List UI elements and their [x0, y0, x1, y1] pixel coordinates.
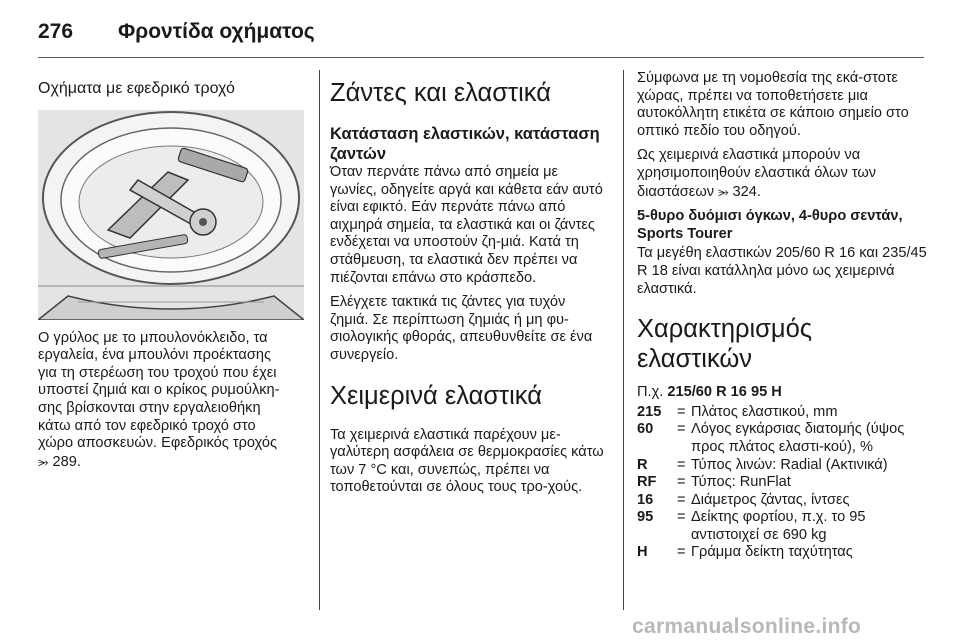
- page-reference: 324.: [732, 183, 761, 200]
- header-divider: [38, 57, 924, 58]
- table-code: 95: [637, 509, 654, 526]
- watermark-text: carmanualsonline.info: [632, 615, 862, 638]
- paragraph: Σύμφωνα με τη νομοθεσία της εκά-στοτε χώρας, πρέπει να τοποθετήσετε μια αυτοκόλλητη ετικέτα σε κάποιο σημείο στο οπτικό πεδίο του οδηγού.: [637, 70, 909, 139]
- paragraph-text: Ως χειμερινά ελαστικά μπορούν να χρησιμοποιηθούν ελαστικά όλων των διαστάσεων: [637, 147, 877, 200]
- table-equals: =: [677, 544, 686, 561]
- example-code: 215/60 R 16 95 H: [667, 384, 782, 401]
- subheading-body-types: 5-θυρο δυόμισι όγκων, 4-θυρο σεντάν, Sports Tourer: [637, 208, 903, 242]
- column-divider: [623, 70, 624, 610]
- column-divider: [319, 70, 320, 610]
- table-code: R: [637, 456, 648, 473]
- paragraph: Τα χειμερινά ελαστικά παρέχουν με-γαλύτερη ασφάλεια σε θερμοκρασίες κάτω των 7 °C και, συνεπώς, πρέπει να τοποθετούνται σε όλους τους τρο-χούς.: [330, 426, 604, 496]
- column-1: [38, 70, 304, 471]
- paragraph: Τα μεγέθη ελαστικών 205/60 R 16 και 235/45 R 18 είναι κατάλληλα μόνο ως χειμερινά ελαστικά.: [637, 245, 927, 297]
- figure-caption: [38, 330, 304, 472]
- table-description: Διάμετρος ζάντας, ίντσες: [691, 491, 850, 508]
- table-equals: =: [677, 421, 686, 438]
- spare-wheel-illustration: [38, 110, 304, 320]
- table-equals: =: [677, 474, 686, 491]
- table-description: Λόγος εγκάρσιας διατομής (ύψος προς πλάτος ελαστι-κού), %: [691, 421, 905, 455]
- page-reference: 289.: [52, 453, 81, 470]
- table-code: 215: [637, 403, 662, 420]
- heading-winter-tyres: Χειμερινά ελαστικά: [330, 381, 542, 410]
- chapter-title: Φροντίδα οχήματος: [118, 20, 315, 43]
- subheading-condition: Κατάσταση ελαστικών, κατάσταση ζαντών: [330, 125, 600, 163]
- caption-line: σης βρίσκονται στην εργαλειοθήκη: [38, 399, 261, 416]
- reference-arrow-icon: ⭃: [38, 453, 49, 469]
- table-description: Τύπος λινών: Radial (Ακτινικά): [691, 456, 888, 473]
- paragraph: [637, 147, 927, 201]
- table-description: Δείκτης φορτίου, π.χ. το 95 αντιστοιχεί σε 690 kg: [691, 509, 866, 543]
- designation-table: [637, 404, 927, 562]
- paragraph: Ελέγχετε τακτικά τις ζάντες για τυχόν ζημιά. Σε περίπτωση ζημιάς ή μη φυ-σιολογικής φθοράς, απευθυνθείτε σε ένα συνεργείο.: [330, 294, 593, 363]
- caption-line: για τη στερέωση του τροχού που έχει: [38, 364, 277, 381]
- paragraph: Όταν περνάτε πάνω από σημεία με γωνίες, οδηγείτε αργά και κάθετα εάν αυτό είναι εφικτό. Εάν περνάτε πάνω από αιχμηρά σημεία, τα ελαστικά και οι ζάντες ενδέχεται να υποστούν ζη-μιά. Κατά τη στάθμευση, τα ελαστικά δεν πρέπει να πιέζονται επάνω στο κράσπεδο.: [330, 164, 603, 286]
- table-equals: =: [677, 403, 686, 420]
- caption-line: υποστεί ζημιά και ο κρίκος ρυμούλκη-: [38, 382, 280, 399]
- caption-reference[interactable]: [38, 453, 304, 472]
- page-number: 276: [38, 20, 74, 43]
- table-description: Γράμμα δείκτη ταχύτητας: [691, 544, 853, 561]
- table-equals: =: [677, 509, 686, 526]
- table-code: RF: [637, 474, 657, 491]
- reference-arrow-icon: ⭃: [718, 183, 729, 199]
- table-description: Πλάτος ελαστικού, mm: [691, 403, 838, 420]
- spare-wheel-jack-tools-image: [38, 110, 304, 320]
- table-code: 16: [637, 491, 654, 508]
- caption-line: κάτω από τον εφεδρικό τροχό στο: [38, 417, 256, 434]
- column-2: [330, 70, 606, 504]
- caption-line: Ο γρύλος με το μπουλονόκλειδο, τα: [38, 329, 268, 346]
- reference-link[interactable]: [718, 184, 761, 200]
- table-description: Τύπος: RunFlat: [691, 474, 791, 491]
- table-code: H: [637, 544, 648, 561]
- caption-line: εργαλεία, ένα μπουλόνι προέκτασης: [38, 347, 272, 364]
- example-prefix: Π.χ.: [637, 384, 664, 401]
- table-equals: =: [677, 456, 686, 473]
- example-line: [637, 384, 927, 402]
- caption-line: χώρο αποσκευών. Εφεδρικός τροχός: [38, 435, 278, 452]
- section-title: Οχήματα με εφεδρικό τροχό: [38, 80, 235, 97]
- heading-rims-tyres: Ζάντες και ελαστικά: [330, 79, 551, 107]
- heading-tyre-designations: Χαρακτηρισμός ελαστικών: [637, 315, 813, 374]
- table-code: 60: [637, 421, 654, 438]
- column-3: [637, 70, 927, 562]
- page-header: [38, 14, 924, 54]
- table-equals: =: [677, 491, 686, 508]
